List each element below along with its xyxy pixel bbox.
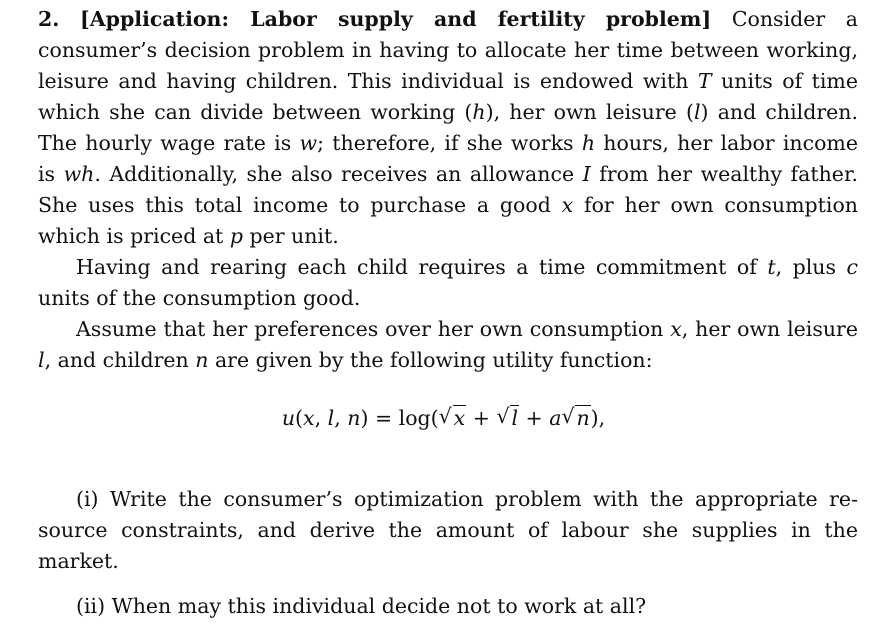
var-n: n (195, 348, 209, 372)
var-T: T (697, 69, 712, 93)
paragraph1-line6: is wh. Additionally, she also receives an allowance I from her wealthy father. (38, 162, 859, 186)
paragraph1-line2: consumer’s decision problem in having to allocate her time between working, (38, 38, 858, 62)
var-l: l (693, 100, 701, 124)
var-p: p (229, 224, 243, 248)
paragraph2-line1: Having and rearing each child requires a time commitment of t, plus c (76, 255, 859, 279)
var-x: x (670, 317, 682, 341)
part-i-line3: market. (38, 549, 119, 573)
var-h: h (472, 100, 486, 124)
part-i-line1: (i) Write the consumer’s optimization problem with the appropriate re- (76, 487, 858, 511)
var-w: w (299, 131, 318, 155)
part-i-line2: source constraints, and derive the amount of labour she supplies in the (38, 518, 858, 542)
var-t: t (767, 255, 776, 279)
problem-intro-text: Consider a (731, 7, 858, 31)
paragraph3-line2: l, and children n are given by the following utility function: (38, 348, 653, 372)
var-l: l (38, 348, 45, 372)
paragraph3-line1: Assume that her preferences over her own consumption x, her own leisure (76, 317, 858, 341)
utility-function-equation: u(x, l, n) = log(√ x + √ l + a√ n), (0, 398, 887, 438)
paragraph1-line5: The hourly wage rate is w; therefore, if she works h hours, her labor income (38, 131, 859, 155)
problem-heading-line (38, 4, 858, 35)
sqrt-n: √ n (563, 398, 590, 438)
paragraph1-line8: which is priced at p per unit. (38, 224, 339, 248)
problem-title: [Application: Labor supply and fertility problem] (80, 7, 712, 31)
var-wh: wh (63, 162, 95, 186)
paragraph1-line7: She uses this total income to purchase a good x for her own consumption (38, 193, 859, 217)
paragraph1-line3: leisure and having children. This individual is endowed with T units of time (38, 69, 858, 93)
problem-number: 2. (38, 7, 60, 31)
var-I: I (582, 162, 591, 186)
sqrt-x: √ x (441, 398, 467, 438)
var-h: h (581, 131, 596, 155)
var-x: x (561, 193, 574, 217)
var-c: c (846, 255, 859, 279)
paragraph1-line4: which she can divide between working (h), her own leisure (l) and children. (38, 100, 859, 124)
paragraph2-line2: units of the consumption good. (38, 286, 361, 310)
sqrt-l: √ l (498, 398, 519, 438)
part-ii-line1: (ii) When may this individual decide not to work at all? (76, 594, 647, 618)
